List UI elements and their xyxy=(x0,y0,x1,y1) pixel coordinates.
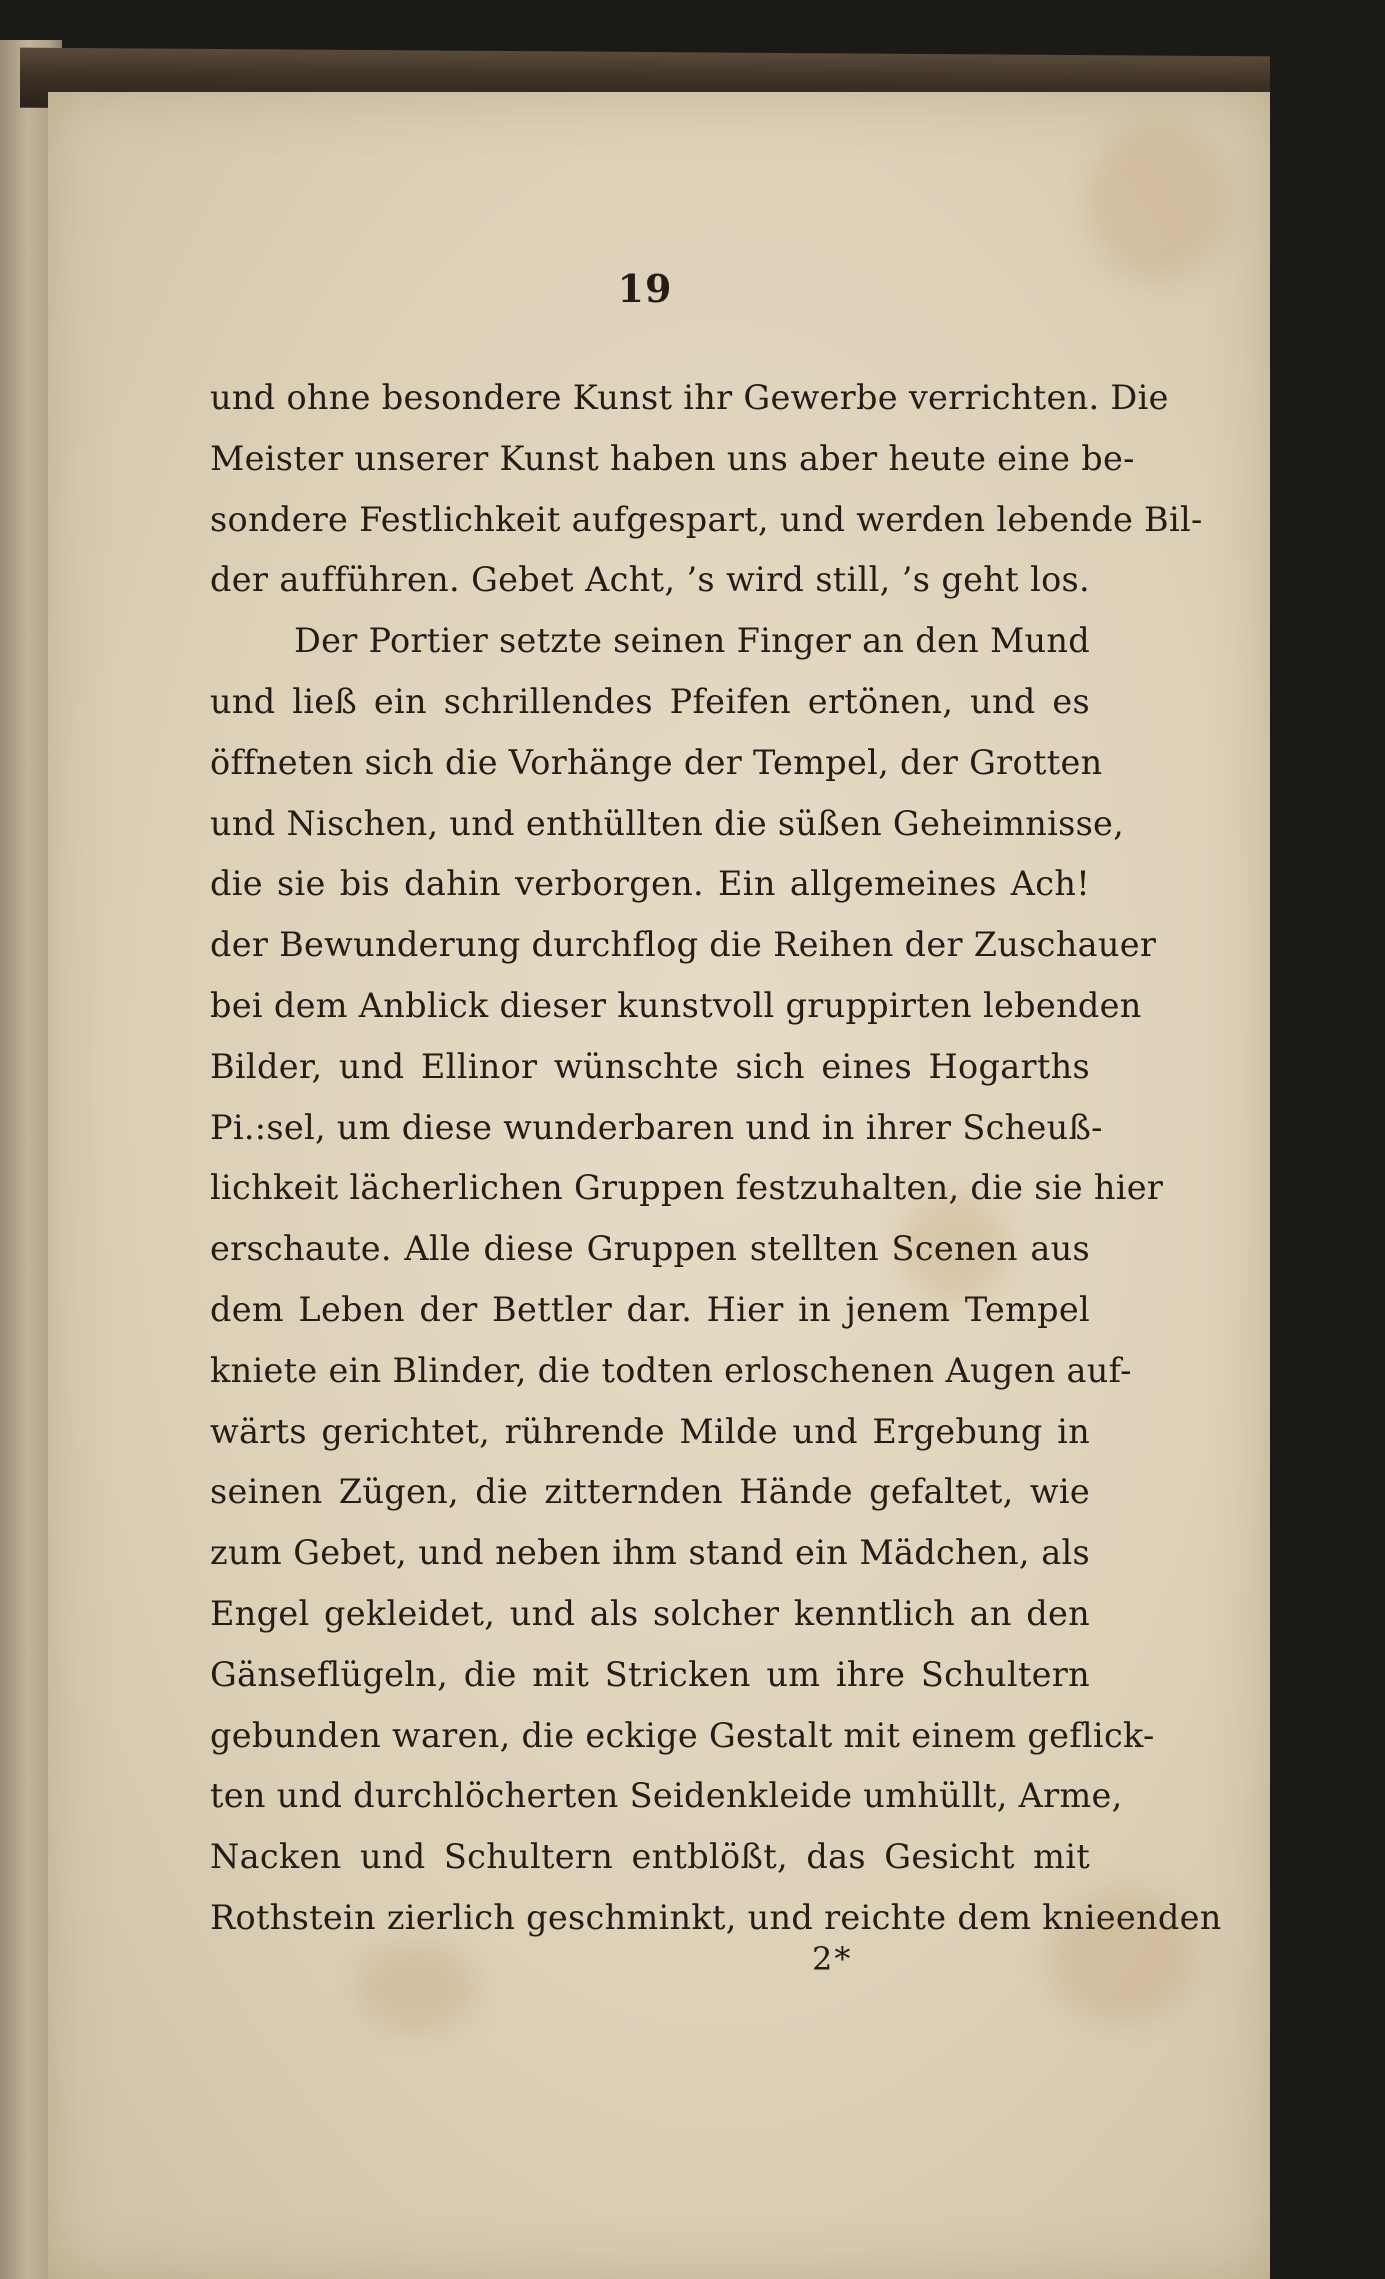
text-line: erschaute. Alle diese Gruppen stellten Scenen aus xyxy=(210,1229,1090,1269)
page-number: 19 xyxy=(617,266,673,311)
text-line: zum Gebet, und neben ihm stand ein Mädchen, als xyxy=(210,1533,1090,1573)
text-line: ten und durchlöcherten Seidenkleide umhüllt, Arme, xyxy=(210,1776,1123,1816)
body-text xyxy=(210,368,1222,1949)
text-line: Bilder, und Ellinor wünschte sich eines Hogarths xyxy=(210,1046,1090,1086)
text-line: bei dem Anblick dieser kunstvoll gruppirten lebenden xyxy=(210,985,1142,1025)
signature-mark: 2* xyxy=(812,1940,853,1978)
text-line: seinen Zügen, die zitternden Hände gefaltet, wie xyxy=(210,1472,1090,1512)
text-line: der Bewunderung durchflog die Reihen der Zuschauer xyxy=(210,925,1157,965)
text-line: Pi.:sel, um diese wunderbaren und in ihrer Scheuß- xyxy=(210,1107,1103,1147)
text-line: Gänseflügeln, die mit Stricken um ihre Schultern xyxy=(210,1654,1090,1694)
text-line: kniete ein Blinder, die todten erloschenen Augen auf- xyxy=(210,1350,1132,1390)
text-line: wärts gerichtet, rührende Milde und Ergebung in xyxy=(210,1411,1090,1451)
text-line: öffneten sich die Vorhänge der Tempel, der Grotten xyxy=(210,742,1103,782)
text-line: sondere Festlichkeit aufgespart, und werden lebende Bil- xyxy=(210,499,1203,539)
text-line: gebunden waren, die eckige Gestalt mit einem geflick- xyxy=(210,1715,1155,1755)
text-line: Rothstein zierlich geschminkt, und reichte dem knieenden xyxy=(210,1897,1222,1937)
text-line: Nacken und Schultern entblößt, das Gesicht mit xyxy=(210,1837,1090,1877)
text-line: die sie bis dahin verborgen. Ein allgemeines Ach! xyxy=(210,864,1090,904)
text-line: lichkeit lächerlichen Gruppen festzuhalten, die sie hier xyxy=(210,1168,1164,1208)
text-line: Meister unserer Kunst haben uns aber heute eine be- xyxy=(210,438,1135,478)
text-line: und ließ ein schrillendes Pfeifen ertönen, und es xyxy=(210,681,1090,721)
text-line: Engel gekleidet, und als solcher kenntlich an den xyxy=(210,1593,1090,1633)
text-line: und ohne besondere Kunst ihr Gewerbe verrichten. Die xyxy=(210,378,1169,417)
text-line: der aufführen. Gebet Acht, ’s wird still, ’s geht los. xyxy=(210,560,1090,600)
paper-stain xyxy=(358,1942,478,2032)
text-line: Der Portier setzte seinen Finger an den Mund xyxy=(294,621,1091,661)
text-line: und Nischen, und enthüllten die süßen Geheimnisse, xyxy=(210,803,1125,843)
paper-stain xyxy=(1088,122,1228,282)
text-line: dem Leben der Bettler dar. Hier in jenem Tempel xyxy=(210,1289,1090,1329)
